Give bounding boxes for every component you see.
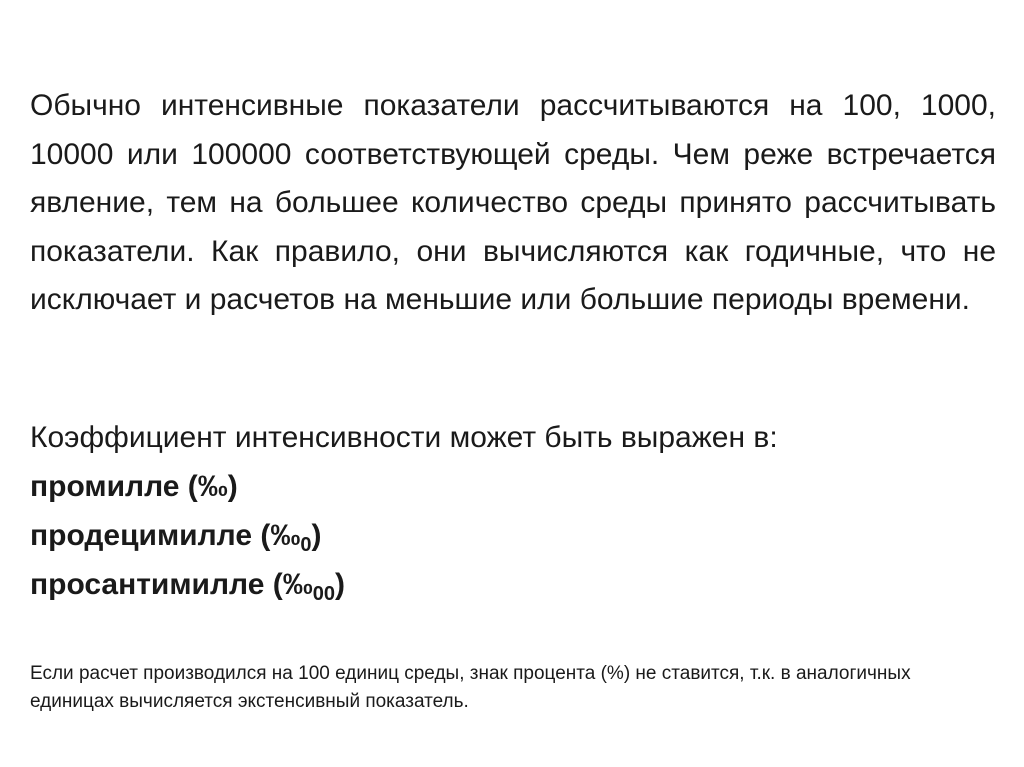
intro-paragraph: Обычно интенсивные показатели рассчитываются на 100, 1000, 10000 или 100000 соответствующей среды. Чем реже встречается явление, тем на большее количество среды принято рассчитывать показатели. Как правило, они вычисляются как годичные, что не исключает и расчетов на меньшие или большие периоды времени. — [30, 89, 996, 316]
unit-prosantimille — [30, 568, 345, 606]
unit-label: просантимилле — [30, 568, 265, 601]
unit-symbol: (‰ — [260, 519, 301, 552]
unit-prodecimille — [30, 519, 322, 557]
unit-subscript: 0 — [300, 534, 312, 556]
unit-label: продецимилле — [30, 519, 253, 552]
unit-close: ) — [311, 519, 322, 552]
coefficient-heading: Коэффициент интенсивности может быть выражен в: — [30, 421, 778, 454]
unit-label: промилле — [30, 470, 180, 503]
unit-symbol: (‰ — [272, 568, 313, 601]
footnote: Если расчет производился на 100 единиц среды, знак процента (%) не ставится, т.к. в аналогичных единицах вычисляется экстенсивный показатель. — [30, 663, 911, 712]
unit-subscript: 00 — [312, 583, 335, 605]
unit-close: ) — [335, 568, 345, 601]
unit-symbol: (‰) — [187, 470, 238, 503]
unit-promille — [30, 470, 238, 504]
